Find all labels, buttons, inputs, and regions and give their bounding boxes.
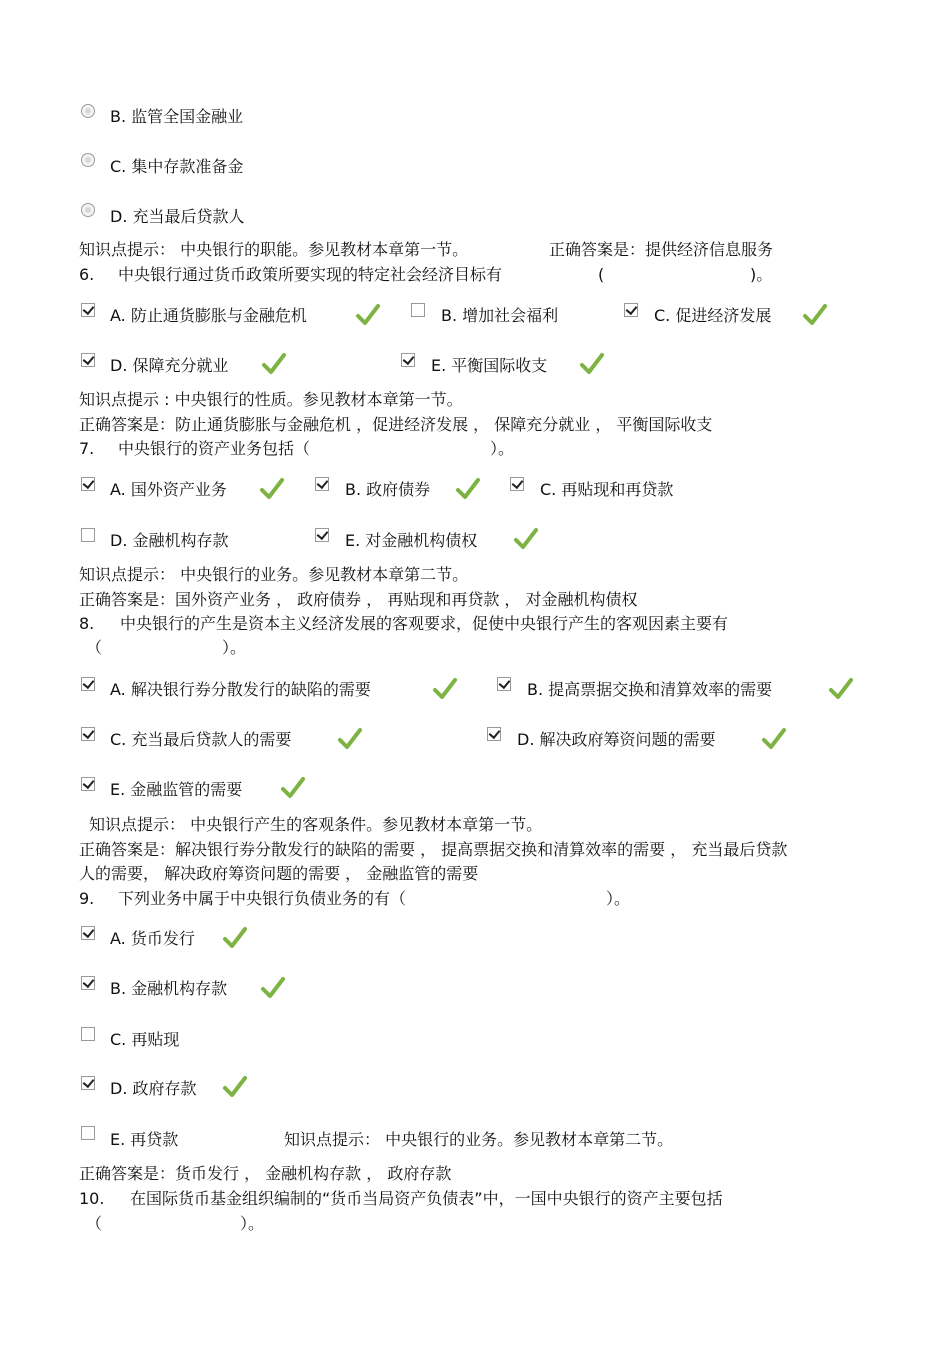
checkbox-option-e[interactable] — [401, 353, 415, 367]
q6-paren-open: ( — [598, 265, 605, 284]
q6-option-e-label: E. 平衡国际收支 — [431, 356, 548, 375]
q8-option-e-label: E. 金融监管的需要 — [110, 780, 243, 799]
radio-option-c[interactable] — [81, 153, 95, 167]
q8-option-c-label: C. 充当最后贷款人的需要 — [110, 730, 292, 749]
q6-option-b-label: B. 增加社会福利 — [441, 306, 559, 325]
checkbox-option-a[interactable] — [81, 477, 95, 491]
checkbox-option-c[interactable] — [510, 477, 524, 491]
checkbox-option-e[interactable] — [315, 528, 329, 542]
check-mark-icon — [513, 527, 539, 551]
checkbox-option-a[interactable] — [81, 303, 95, 317]
q6-paren-close: )。 — [750, 265, 773, 284]
check-mark-icon — [455, 477, 481, 501]
q9-option-a-label: A. 货币发行 — [110, 929, 195, 948]
q7-question: 中央银行的资产业务包括（ — [118, 439, 311, 458]
q6-option-c-label: C. 促进经济发展 — [654, 306, 772, 325]
q6-option-a-label: A. 防止通货膨胀与金融危机 — [110, 306, 307, 325]
q7-option-d-label: D. 金融机构存款 — [110, 531, 229, 550]
q5-option-b-label: B. 监管全国金融业 — [110, 107, 244, 126]
q6-hint: 知识点提示 : 中央银行的性质。参见教材本章第一节。 — [79, 390, 463, 409]
check-mark-icon — [337, 727, 363, 751]
q8-paren-open: （ — [86, 638, 103, 657]
checkbox-option-b[interactable] — [411, 303, 425, 317]
q8-number: 8. — [79, 614, 95, 633]
checkbox-option-d[interactable] — [81, 1076, 95, 1090]
check-mark-icon — [261, 352, 287, 376]
q5-hint: 知识点提示： 中央银行的职能。参见教材本章第一节。 — [79, 240, 469, 259]
check-mark-icon — [828, 677, 854, 701]
check-mark-icon — [355, 303, 381, 327]
checkbox-option-d[interactable] — [487, 727, 501, 741]
check-mark-icon — [432, 677, 458, 701]
checkbox-option-d[interactable] — [81, 528, 95, 542]
checkbox-option-b[interactable] — [81, 976, 95, 990]
q6-number: 6. — [79, 265, 95, 284]
check-mark-icon — [761, 727, 787, 751]
checkbox-option-e[interactable] — [81, 777, 95, 791]
q8-answer-line2: 人的需要， 解决政府筹资问题的需要 ， 金融监管的需要 — [79, 864, 479, 883]
q7-paren-close: ）。 — [490, 439, 515, 458]
q8-hint: 知识点提示： 中央银行产生的客观条件。参见教材本章第一节。 — [89, 815, 543, 834]
q10-number: 10. — [79, 1189, 105, 1208]
q7-number: 7. — [79, 439, 95, 458]
q8-option-b-label: B. 提高票据交换和清算效率的需要 — [527, 680, 773, 699]
check-mark-icon — [579, 352, 605, 376]
q5-option-c-label: C. 集中存款准备金 — [110, 157, 244, 176]
q5-option-d-label: D. 充当最后贷款人 — [110, 207, 245, 226]
q5-answer: 正确答案是：提供经济信息服务 — [549, 240, 774, 259]
check-mark-icon — [260, 976, 286, 1000]
check-mark-icon — [259, 477, 285, 501]
q7-answer: 正确答案是：国外资产业务 ， 政府债券 ， 再贴现和再贷款 ， 对金融机构债权 — [79, 590, 638, 609]
q7-hint: 知识点提示： 中央银行的业务。参见教材本章第二节。 — [79, 565, 469, 584]
checkbox-option-c[interactable] — [81, 1027, 95, 1041]
q6-option-d-label: D. 保障充分就业 — [110, 356, 229, 375]
q9-option-c-label: C. 再贴现 — [110, 1030, 180, 1049]
check-mark-icon — [222, 1075, 248, 1099]
q10-paren-open: （ — [86, 1214, 103, 1233]
q10-question: 在国际货币基金组织编制的“货币当局资产负债表”中，一国中央银行的资产主要包括 — [130, 1189, 723, 1208]
radio-option-b[interactable] — [81, 104, 95, 118]
q8-question: 中央银行的产生是资本主义经济发展的客观要求，促使中央银行产生的客观因素主要有 — [120, 614, 729, 633]
checkbox-option-b[interactable] — [497, 677, 511, 691]
checkbox-option-c[interactable] — [81, 727, 95, 741]
checkbox-option-c[interactable] — [624, 303, 638, 317]
q9-hint: 知识点提示： 中央银行的业务。参见教材本章第二节。 — [284, 1130, 674, 1149]
q8-paren-close: ）。 — [222, 638, 247, 657]
q6-answer: 正确答案是：防止通货膨胀与金融危机 ，促进经济发展 ， 保障充分就业 ， 平衡国际收支 — [79, 415, 713, 434]
check-mark-icon — [222, 926, 248, 950]
q9-number: 9. — [79, 889, 95, 908]
checkbox-option-b[interactable] — [315, 477, 329, 491]
checkbox-option-a[interactable] — [81, 926, 95, 940]
q10-paren-close: ）。 — [240, 1214, 265, 1233]
q6-question: 中央银行通过货币政策所要实现的特定社会经济目标有 — [118, 265, 503, 284]
q8-answer-line1: 正确答案是：解决银行券分散发行的缺陷的需要 ， 提高票据交换和清算效率的需要 ， 充当最后贷款 — [79, 840, 788, 859]
check-mark-icon — [280, 776, 306, 800]
q9-answer: 正确答案是：货币发行 ， 金融机构存款 ， 政府存款 — [79, 1164, 452, 1183]
q8-option-d-label: D. 解决政府筹资问题的需要 — [517, 730, 716, 749]
q9-paren-close: ）。 — [606, 889, 631, 908]
q7-option-b-label: B. 政府债券 — [345, 480, 431, 499]
radio-option-d[interactable] — [81, 203, 95, 217]
q9-option-d-label: D. 政府存款 — [110, 1079, 197, 1098]
check-mark-icon — [802, 303, 828, 327]
q7-option-c-label: C. 再贴现和再贷款 — [540, 480, 674, 499]
q9-option-e-label: E. 再贷款 — [110, 1130, 179, 1149]
checkbox-option-a[interactable] — [81, 677, 95, 691]
q7-option-a-label: A. 国外资产业务 — [110, 480, 227, 499]
q8-option-a-label: A. 解决银行券分散发行的缺陷的需要 — [110, 680, 371, 699]
q9-question: 下列业务中属于中央银行负债业务的有（ — [118, 889, 407, 908]
checkbox-option-d[interactable] — [81, 353, 95, 367]
checkbox-option-e[interactable] — [81, 1126, 95, 1140]
q7-option-e-label: E. 对金融机构债权 — [345, 531, 478, 550]
q9-option-b-label: B. 金融机构存款 — [110, 979, 228, 998]
